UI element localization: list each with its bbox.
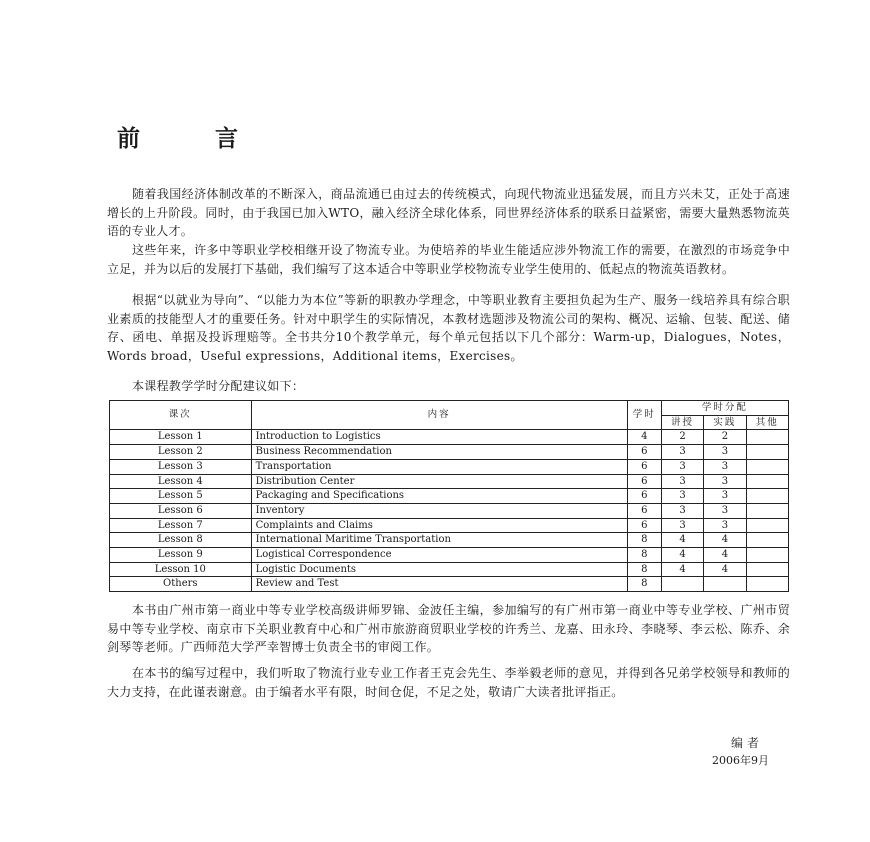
other-cell (746, 562, 788, 577)
table-row (110, 548, 789, 563)
hours-cell: 6 (627, 503, 661, 518)
table-row (110, 445, 789, 460)
other-cell (746, 445, 788, 460)
lecture-cell: 4 (661, 548, 703, 563)
practice-cell: 3 (704, 489, 746, 504)
table-row (110, 562, 789, 577)
table-row (110, 474, 789, 489)
practice-cell: 3 (704, 474, 746, 489)
lesson-cell: Lesson 4 (110, 474, 252, 489)
hours-cell: 8 (627, 562, 661, 577)
table-row (110, 489, 789, 504)
lesson-cell: Lesson 7 (110, 518, 252, 533)
other-cell (746, 518, 788, 533)
content-cell: Introduction to Logistics (251, 430, 627, 445)
practice-cell: 4 (704, 562, 746, 577)
hours-cell: 8 (627, 533, 661, 548)
content-cell: Distribution Center (251, 474, 627, 489)
table-intro: 本课程教学学时分配建议如下： (132, 379, 305, 393)
table-row (110, 430, 789, 445)
hours-cell: 6 (627, 474, 661, 489)
lecture-cell: 3 (661, 474, 703, 489)
page-title: 前 言 (117, 125, 264, 152)
header-allocation: 学时分配 (661, 401, 788, 416)
paragraph-2: 这些年来，许多中等职业学校相继开设了物流专业。为使培养的毕业生能适应涉外物流工作的需要，在激烈的市场竞争中立足，并为以后的发展打下基础，我们编写了这本适合中等职业学校物流专业学生使用的、低起点的物流英语教材。 (107, 243, 790, 276)
paragraph-3: 根据“以就业为导向”、“以能力为本位”等新的职教办学理念，中等职业教育主要担负起为生产、服务一线培养具有综合职业素质的技能型人才的重要任务。针对中职学生的实际情况，本教材选题涉及物流公司的架构、概况、运输、包装、配送、储存、函电、单据及投诉理赔等。全书共分10个教学单元，每个单元包括以下几个部分：Warm-up，Dialogues，Notes，Words broad，Useful expressions，Additional items，Exercises。 (107, 293, 790, 363)
lesson-cell: Lesson 1 (110, 430, 252, 445)
content-cell: Logistic Documents (251, 562, 627, 577)
hours-cell: 8 (627, 548, 661, 563)
content-cell: Inventory (251, 503, 627, 518)
paragraph-1: 随着我国经济体制改革的不断深入，商品流通已由过去的传统模式，向现代物流业迅猛发展，而且方兴未艾，正处于高速增长的上升阶段。同时，由于我国已加入WTO，融入经济全球化体系，同世界经济体系的联系日益紧密，需要大量熟悉物流英语的专业人才。 (107, 187, 790, 239)
practice-cell (704, 577, 746, 592)
header-content: 内容 (251, 401, 627, 430)
header-lecture: 讲授 (661, 415, 703, 430)
lecture-cell: 3 (661, 503, 703, 518)
practice-cell: 3 (704, 518, 746, 533)
practice-cell: 4 (704, 548, 746, 563)
practice-cell: 2 (704, 430, 746, 445)
lesson-cell: Lesson 8 (110, 533, 252, 548)
lesson-cell: Lesson 3 (110, 459, 252, 474)
table-row (110, 459, 789, 474)
content-cell: Packaging and Specifications (251, 489, 627, 504)
header-hours: 学时 (627, 401, 661, 430)
header-practice: 实践 (704, 415, 746, 430)
hours-cell: 4 (627, 430, 661, 445)
other-cell (746, 489, 788, 504)
content-cell: Review and Test (251, 577, 627, 592)
lesson-cell: Lesson 9 (110, 548, 252, 563)
author-signature: 编者 (731, 736, 764, 750)
table-row (110, 533, 789, 548)
lesson-cell: Lesson 10 (110, 562, 252, 577)
content-cell: Complaints and Claims (251, 518, 627, 533)
practice-cell: 3 (704, 445, 746, 460)
header-lesson: 课次 (110, 401, 252, 430)
practice-cell: 4 (704, 533, 746, 548)
hours-cell: 6 (627, 489, 661, 504)
practice-cell: 3 (704, 503, 746, 518)
hours-cell: 6 (627, 445, 661, 460)
paragraph-6: 在本书的编写过程中，我们听取了物流行业专业工作者王克会先生、李举毅老师的意见，并得到各兄弟学校领导和教师的大力支持，在此谨表谢意。由于编者水平有限，时间仓促，不足之处，敬请广大读者批评指正。 (107, 666, 790, 699)
header-other: 其他 (746, 415, 788, 430)
content-cell: International Maritime Transportation (251, 533, 627, 548)
lecture-cell: 3 (661, 445, 703, 460)
lesson-cell: Lesson 5 (110, 489, 252, 504)
other-cell (746, 548, 788, 563)
paragraph-5: 本书由广州市第一商业中等专业学校高级讲师罗锦、金波任主编，参加编写的有广州市第一商业中等专业学校、广州市贸易中等专业学校、南京市下关职业教育中心和广州市旅游商贸职业学校的许秀兰、龙嘉、田永玲、李晓琴、李云松、陈乔、余剑琴等老师。广西师范大学严幸智博士负责全书的审阅工作。 (107, 603, 790, 655)
other-cell (746, 430, 788, 445)
lesson-cell: Lesson 6 (110, 503, 252, 518)
other-cell (746, 474, 788, 489)
lecture-cell (661, 577, 703, 592)
schedule-table (109, 400, 789, 592)
table-row (110, 577, 789, 592)
hours-cell: 8 (627, 577, 661, 592)
content-cell: Business Recommendation (251, 445, 627, 460)
lesson-cell: Lesson 2 (110, 445, 252, 460)
other-cell (746, 503, 788, 518)
lecture-cell: 3 (661, 459, 703, 474)
lesson-cell: Others (110, 577, 252, 592)
content-cell: Logistical Correspondence (251, 548, 627, 563)
hours-cell: 6 (627, 459, 661, 474)
lecture-cell: 2 (661, 430, 703, 445)
content-cell: Transportation (251, 459, 627, 474)
practice-cell: 3 (704, 459, 746, 474)
table-header-row (110, 401, 789, 416)
lecture-cell: 3 (661, 489, 703, 504)
other-cell (746, 459, 788, 474)
hours-cell: 6 (627, 518, 661, 533)
lecture-cell: 4 (661, 562, 703, 577)
table-row (110, 503, 789, 518)
lecture-cell: 3 (661, 518, 703, 533)
publication-date: 2006年9月 (712, 754, 769, 767)
other-cell (746, 533, 788, 548)
lecture-cell: 4 (661, 533, 703, 548)
other-cell (746, 577, 788, 592)
table-row (110, 518, 789, 533)
